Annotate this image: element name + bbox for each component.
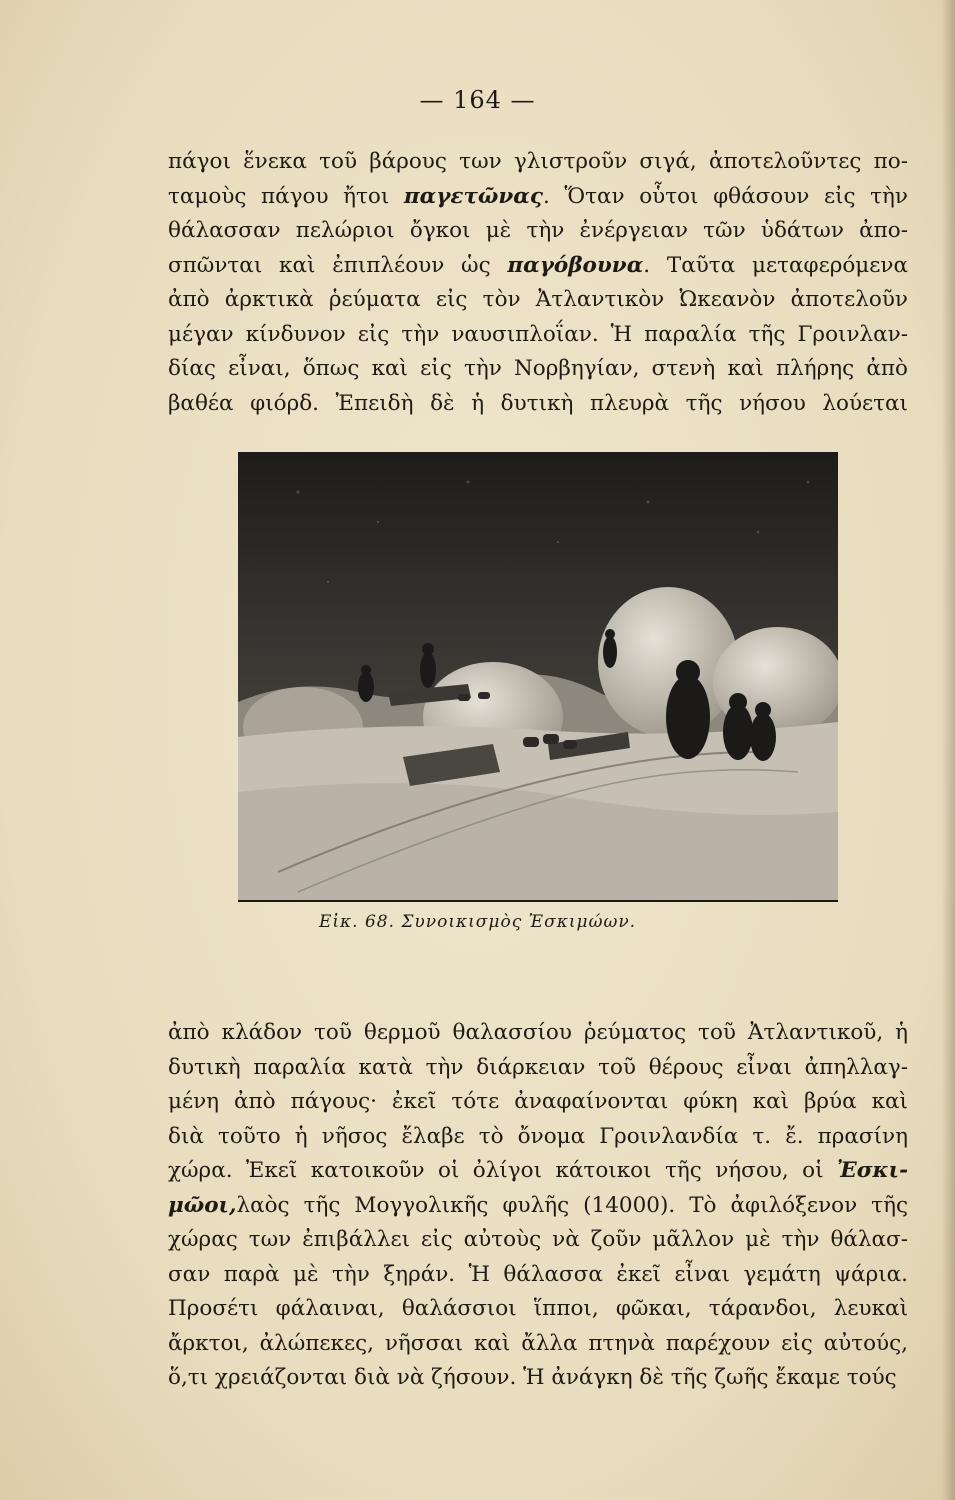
text-line: μένη ἀπὸ πάγους· ἐκεῖ τότε ἀναφαίνονται φύκη καὶ βρύα καὶ: [168, 1089, 908, 1114]
text-line: θάλασσαν πελώριοι ὄγκοι μὲ τὴν ἐνέργειαν τῶν ὑδάτων ἀπο-: [168, 218, 908, 243]
text-line: χώρα. Ἐκεῖ κατοικοῦν οἱ ὀλίγοι κάτοικοι τῆς νήσου, οἱ Ἐσκι-: [168, 1158, 908, 1183]
page-number: — 164 —: [419, 86, 536, 114]
figure-caption: Εἰκ. 68. Συνοικισμὸς Ἐσκιμώων.: [318, 912, 637, 932]
text-line: Προσέτι φάλαιναι, θαλάσσιοι ἵπποι, φῶκαι, τάρανδοι, λευκαὶ: [168, 1296, 908, 1321]
text-line: βαθέα φιόρδ. Ἐπειδὴ δὲ ἡ δυτικὴ πλευρὰ τῆς νήσου λούεται: [168, 390, 908, 416]
term-pagovouna: παγόβουνα: [507, 252, 644, 278]
text-line: ἀπὸ κλάδον τοῦ θερμοῦ θαλασσίου ῥεύματος τοῦ Ἀτλαντικοῦ, ἡ: [168, 1020, 908, 1045]
text-line: σαν παρὰ μὲ τὴν ξηράν. Ἡ θάλασσα ἐκεῖ εἶναι γεμάτη ψάρια.: [168, 1261, 908, 1287]
text-line: χώρας των ἐπιβάλλει εἰς αὐτοὺς νὰ ζοῦν μᾶλλον μὲ τὴν θάλασ-: [168, 1227, 908, 1252]
text-line: ταμοὺς πάγου ἤτοι παγετῶνας. Ὅταν οὗτοι φθάσουν εἰς τὴν: [168, 183, 908, 209]
text-line: πάγοι ἕνεκα τοῦ βάρους των γλιστροῦν σιγά, ἀποτελοῦντες πο-: [168, 149, 908, 174]
bottom-paragraph: [168, 1016, 908, 1396]
term-pagetones: παγετῶνας: [403, 183, 543, 209]
text-line: σπῶνται καὶ ἐπιπλέουν ὡς παγόβουνα. Ταῦτα μεταφερόμενα: [168, 252, 908, 278]
text-line: ἀπὸ ἀρκτικὰ ῥεύματα εἰς τὸν Ἀτλαντικὸν Ὠκεανὸν ἀποτελοῦν: [168, 287, 908, 312]
term-eskimoi-cont: μῶοι,: [168, 1192, 237, 1218]
text-line: ἄρκτοι, ἀλώπεκες, νῆσσαι καὶ ἄλλα πτηνὰ παρέχουν εἰς αὐτούς,: [168, 1330, 908, 1356]
page-edge-shadow: [941, 0, 955, 1500]
text-line: δυτικὴ παραλία κατὰ τὴν διάρκειαν τοῦ θέρους εἶναι ἀπηλλαγ-: [168, 1054, 908, 1080]
text-line: διὰ τοῦτο ἡ νῆσος ἔλαβε τὸ ὄνομα Γροινλανδία τ. ἔ. πρασίνη: [168, 1123, 908, 1149]
figure-eskimo-settlement-photo: [238, 452, 838, 902]
text-line: μέγαν κίνδυνον εἰς τὴν ναυσιπλοΐαν. Ἡ παραλία τῆς Γροινλαν-: [168, 321, 908, 347]
top-paragraph: [168, 145, 908, 421]
text-line: δίας εἶναι, ὅπως καὶ εἰς τὴν Νορβηγίαν, στενὴ καὶ πλήρης ἀπὸ: [168, 356, 908, 381]
text-line: ὅ,τι χρειάζονται διὰ νὰ ζήσουν. Ἡ ἀνάγκη δὲ τῆς ζωῆς ἔκαμε τούς: [168, 1365, 897, 1390]
term-eskimoi: Ἐσκι-: [836, 1158, 908, 1183]
text-line: μῶοι,λαὸς τῆς Μογγολικῆς φυλῆς (14000). Τὸ ἀφιλόξενον τῆς: [168, 1192, 908, 1218]
